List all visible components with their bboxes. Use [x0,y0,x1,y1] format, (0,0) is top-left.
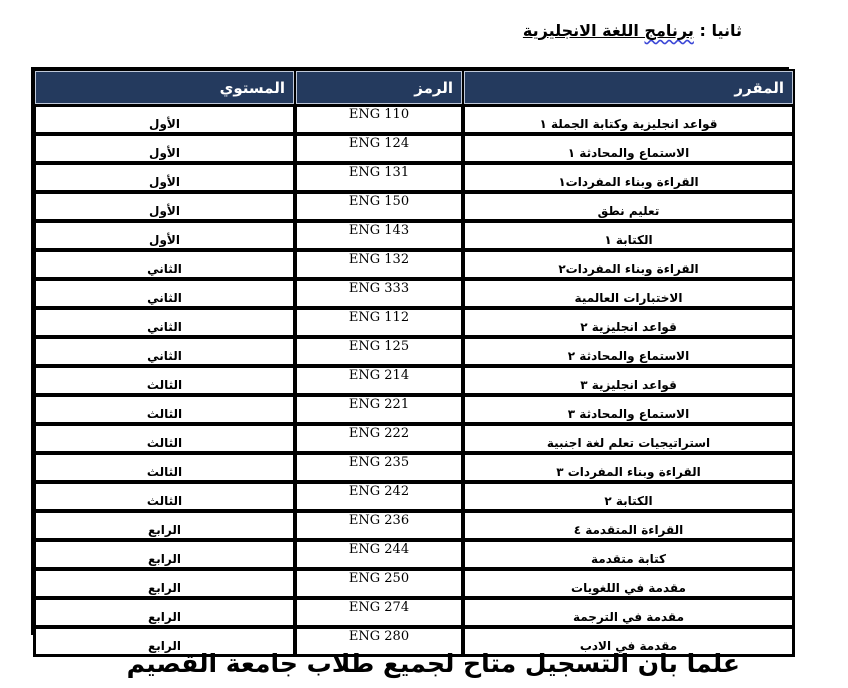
table-row [35,367,793,394]
level-cell: الأول [35,164,294,191]
level-cell: الرابع [35,512,294,539]
course-cell: مقدمة في الادب [464,628,793,655]
code-cell: ENG 125 [296,338,462,365]
course-cell: قواعد انجليزية ٣ [464,367,793,394]
header-course: المقرر [464,71,793,104]
level-cell: الأول [35,135,294,162]
table-row [35,193,793,220]
table-row [35,251,793,278]
course-cell: الاستماع والمحادثة ١ [464,135,793,162]
level-cell: الرابع [35,599,294,626]
course-cell: الاستماع والمحادثة ٣ [464,396,793,423]
code-cell: ENG 250 [296,570,462,597]
code-cell: ENG 235 [296,454,462,481]
course-cell: الاستماع والمحادثة ٢ [464,338,793,365]
header-code: الرمز [296,71,462,104]
table-row [35,338,793,365]
course-cell: الكتابة ١ [464,222,793,249]
course-cell: قواعد انجليزية ٢ [464,309,793,336]
code-cell: ENG 143 [296,222,462,249]
code-cell: ENG 280 [296,628,462,655]
level-cell: الثاني [35,251,294,278]
header-level: المستوي [35,71,294,104]
course-cell: القراءة وبناء المفردات ٣ [464,454,793,481]
title-label: ثانيا [711,21,742,40]
code-cell: ENG 124 [296,135,462,162]
code-cell: ENG 112 [296,309,462,336]
level-cell: الثالث [35,396,294,423]
level-cell: الرابع [35,541,294,568]
code-cell: ENG 244 [296,541,462,568]
level-cell: الأول [35,222,294,249]
table-row [35,570,793,597]
level-cell: الثالث [35,483,294,510]
table-header-row [35,71,793,104]
course-cell: الكتابة ٢ [464,483,793,510]
title-separator: : [693,21,712,40]
code-cell: ENG 274 [296,599,462,626]
table-row [35,483,793,510]
table-row [35,454,793,481]
table-row [35,106,793,133]
level-cell: الثاني [35,338,294,365]
title-text-rest: اللغة الانجليزية [522,21,645,40]
code-cell: ENG 132 [296,251,462,278]
code-cell: ENG 236 [296,512,462,539]
courses-table-frame [31,67,789,653]
code-cell: ENG 131 [296,164,462,191]
courses-table [33,69,795,657]
code-cell: ENG 222 [296,425,462,452]
level-cell: الرابع [35,570,294,597]
table-row [35,164,793,191]
code-cell: ENG 150 [296,193,462,220]
level-cell: الأول [35,193,294,220]
code-cell: ENG 242 [296,483,462,510]
level-cell: الثالث [35,454,294,481]
course-cell: كتابة متقدمة [464,541,793,568]
code-cell: ENG 214 [296,367,462,394]
course-cell: مقدمة في اللغويات [464,570,793,597]
level-cell: الأول [35,106,294,133]
table-row [35,135,793,162]
table-row [35,309,793,336]
course-cell: القراءة المتقدمة ٤ [464,512,793,539]
title-text [523,21,694,40]
course-cell: الاختبارات العالمية [464,280,793,307]
registration-note: علما بان التسجيل متاح لجميع طلاب جامعة القصيم [126,649,740,678]
level-cell: الثاني [35,309,294,336]
table-row [35,541,793,568]
title-text-first-word: برنامج [644,21,694,40]
table-row [35,425,793,452]
section-title [520,18,742,44]
table-row [35,222,793,249]
course-cell: مقدمة في الترجمة [464,599,793,626]
course-cell: تعليم نطق [464,193,793,220]
course-cell: القراءة وبناء المفردات٢ [464,251,793,278]
level-cell: الرابع [35,628,294,655]
course-cell: استراتيجيات تعلم لغة اجنبية [464,425,793,452]
code-cell: ENG 333 [296,280,462,307]
level-cell: الثالث [35,425,294,452]
course-cell: القراءة وبناء المفردات١ [464,164,793,191]
course-cell: قواعد انجليزية وكتابة الجملة ١ [464,106,793,133]
table-row [35,396,793,423]
table-row [35,280,793,307]
code-cell: ENG 221 [296,396,462,423]
level-cell: الثاني [35,280,294,307]
table-row [35,599,793,626]
code-cell: ENG 110 [296,106,462,133]
table-row [35,512,793,539]
table-body [35,106,793,655]
level-cell: الثالث [35,367,294,394]
